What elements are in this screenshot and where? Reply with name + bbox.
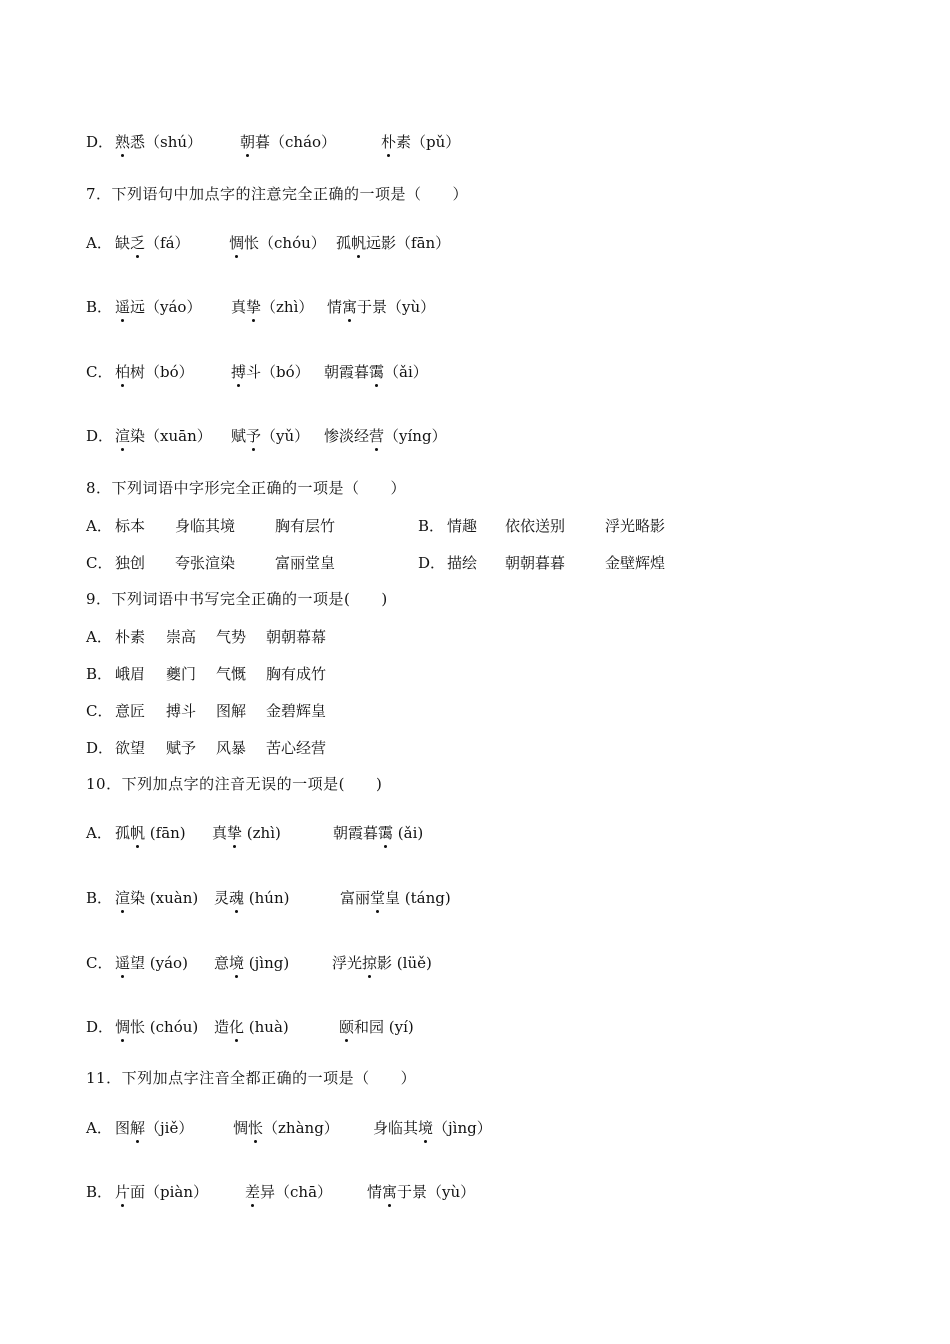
option-word-2: 夔门 bbox=[166, 665, 197, 683]
option-word-2: 赋予 bbox=[166, 739, 197, 757]
option-letter: C． bbox=[86, 554, 113, 572]
option-word-1: 遥望 (yáo) bbox=[115, 954, 188, 972]
option-word-3: 朝霞暮霭（ǎi） bbox=[324, 363, 428, 381]
option-word-3: 情寓于景（yù） bbox=[367, 1183, 476, 1201]
option-word-1: 情趣 bbox=[447, 517, 478, 535]
q8-option-a bbox=[86, 515, 886, 535]
option-letter: B． bbox=[418, 517, 445, 535]
option-word-2: 意境 (jìng) bbox=[214, 954, 290, 972]
option-letter: B． bbox=[86, 889, 113, 907]
option-word-1: 标本 bbox=[115, 517, 146, 535]
option-word-3: 情寓于景（yù） bbox=[327, 298, 436, 316]
option-letter: A． bbox=[86, 628, 112, 646]
option-word-3: 惨淡经营（yíng） bbox=[324, 427, 447, 445]
option-letter: B． bbox=[86, 665, 113, 683]
option-word-2: 身临其境 bbox=[175, 517, 236, 535]
option-letter: A． bbox=[86, 517, 112, 535]
option-word-1: 描绘 bbox=[447, 554, 478, 572]
option-word-2: 惆怅（chóu） bbox=[229, 234, 326, 252]
option-letter: D． bbox=[86, 133, 114, 151]
option-word-4: 苦心经营 bbox=[266, 739, 327, 757]
q9-stem: 9．下列词语中书写完全正确的一项是( ) bbox=[86, 590, 388, 608]
q10-option-c bbox=[86, 952, 886, 972]
q10-option-a bbox=[86, 822, 886, 842]
option-word-3: 身临其境（jìng） bbox=[373, 1119, 492, 1137]
option-letter: D． bbox=[86, 739, 114, 757]
option-word-2: 惆怅（zhàng） bbox=[233, 1119, 339, 1137]
option-letter: D． bbox=[418, 554, 446, 572]
option-word-2: 真挚 (zhì) bbox=[212, 824, 281, 842]
option-word-3: 气慨 bbox=[216, 665, 247, 683]
option-letter: B． bbox=[86, 298, 113, 316]
option-word-1: 惆怅 (chóu) bbox=[115, 1018, 199, 1036]
option-word-1: 遥远（yáo） bbox=[115, 298, 202, 316]
option-word-2: 赋予（yǔ） bbox=[231, 427, 310, 445]
option-word-2: 朝朝暮暮 bbox=[505, 554, 566, 572]
q8-stem: 8．下列词语中字形完全正确的一项是（ ） bbox=[86, 479, 407, 497]
q7-option-d bbox=[86, 425, 886, 445]
option-letter: D． bbox=[86, 427, 114, 445]
option-word-2: 灵魂 (hún) bbox=[214, 889, 290, 907]
option-word-1: 柏树（bó） bbox=[115, 363, 194, 381]
option-word-2: 造化 (huà) bbox=[214, 1018, 289, 1036]
option-word-1: 图解（jiě） bbox=[115, 1119, 194, 1137]
q9-option-c bbox=[86, 700, 886, 720]
option-letter: A． bbox=[86, 824, 112, 842]
q11-option-a bbox=[86, 1117, 886, 1137]
option-word-3: 朝霞暮霭 (ǎi) bbox=[333, 824, 424, 842]
option-letter: C． bbox=[86, 702, 113, 720]
option-word-3: 浮光略影 bbox=[605, 517, 666, 535]
option-word-4: 金碧辉皇 bbox=[266, 702, 327, 720]
q7-stem: 7．下列语句中加点字的注意完全正确的一项是（ ） bbox=[86, 185, 469, 203]
option-word-1: 欲望 bbox=[115, 739, 146, 757]
option-word-3: 胸有层竹 bbox=[275, 517, 336, 535]
option-word-3: 金壁辉煌 bbox=[605, 554, 666, 572]
q9-option-d bbox=[86, 737, 886, 757]
option-letter: C． bbox=[86, 954, 113, 972]
q9-option-a bbox=[86, 626, 886, 646]
option-word-3: 富丽堂皇 bbox=[275, 554, 336, 572]
option-word-4: 朝朝幕幕 bbox=[266, 628, 327, 646]
q10-option-b bbox=[86, 887, 886, 907]
option-word-1: 片面（piàn） bbox=[115, 1183, 209, 1201]
option-word-4: 胸有成竹 bbox=[266, 665, 327, 683]
option-word-3: 浮光掠影 (lüě) bbox=[332, 954, 432, 972]
option-word-2: 崇高 bbox=[166, 628, 197, 646]
q9-option-b bbox=[86, 663, 886, 683]
option-word-3: 富丽堂皇 (táng) bbox=[340, 889, 451, 907]
option-letter: A． bbox=[86, 1119, 112, 1137]
option-letter: B． bbox=[86, 1183, 113, 1201]
q6-option-d bbox=[86, 131, 886, 151]
option-word-2: 朝暮（cháo） bbox=[240, 133, 337, 151]
option-word-1: 渲染（xuān） bbox=[115, 427, 212, 445]
q7-option-b bbox=[86, 296, 886, 316]
option-word-1: 缺乏（fá） bbox=[115, 234, 190, 252]
q10-stem: 10．下列加点字的注音无误的一项是( ) bbox=[86, 775, 383, 793]
option-word-2: 搏斗（bó） bbox=[231, 363, 310, 381]
q11-stem: 11．下列加点字注音全都正确的一项是（ ） bbox=[86, 1069, 417, 1087]
option-word-2: 夸张渲染 bbox=[175, 554, 236, 572]
option-word-1: 熟悉（shú） bbox=[115, 133, 203, 151]
q7-option-c bbox=[86, 361, 886, 381]
option-word-2: 真挚（zhì） bbox=[231, 298, 314, 316]
option-letter: D． bbox=[86, 1018, 114, 1036]
option-letter: C． bbox=[86, 363, 113, 381]
option-word-1: 独创 bbox=[115, 554, 146, 572]
q10-option-d bbox=[86, 1016, 886, 1036]
option-letter: A． bbox=[86, 234, 112, 252]
option-word-2: 差异（chā） bbox=[245, 1183, 333, 1201]
option-word-1: 孤帆 (fān) bbox=[115, 824, 186, 842]
option-word-1: 渲染 (xuàn) bbox=[115, 889, 199, 907]
option-word-3: 孤帆远影（fān） bbox=[336, 234, 451, 252]
q11-option-b bbox=[86, 1181, 886, 1201]
option-word-1: 意匠 bbox=[115, 702, 146, 720]
option-word-3: 朴素（pǔ） bbox=[381, 133, 461, 151]
q8-option-c bbox=[86, 552, 886, 572]
q7-option-a bbox=[86, 232, 886, 252]
option-word-3: 图解 bbox=[216, 702, 247, 720]
option-word-3: 气势 bbox=[216, 628, 247, 646]
option-word-1: 朴素 bbox=[115, 628, 146, 646]
option-word-3: 风暴 bbox=[216, 739, 247, 757]
option-word-2: 搏斗 bbox=[166, 702, 197, 720]
option-word-2: 依依送别 bbox=[505, 517, 566, 535]
option-word-1: 峨眉 bbox=[115, 665, 146, 683]
option-word-3: 颐和园 (yí) bbox=[339, 1018, 414, 1036]
